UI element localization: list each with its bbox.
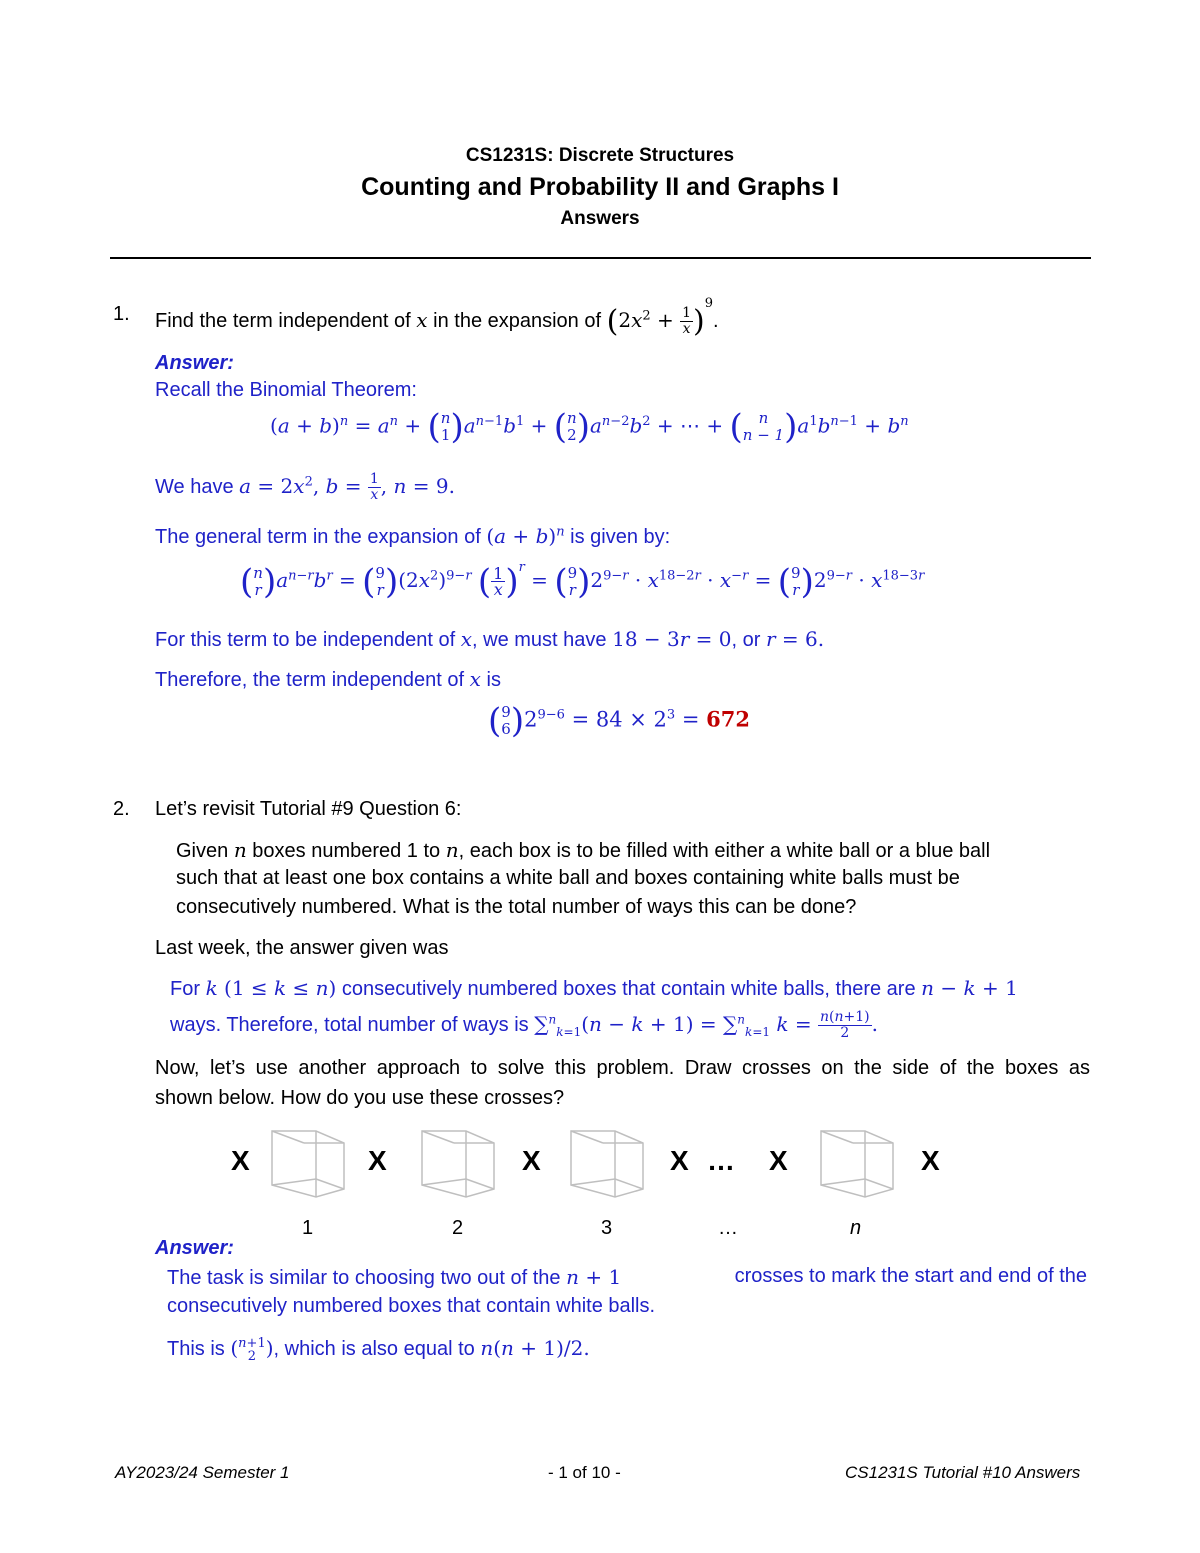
q2-problem-a: Given	[176, 840, 229, 862]
q2-approach-line1: Now, let’s use another approach to solve this problem. Draw crosses on the side of the boxes as	[155, 1057, 1090, 1079]
q1-result-value: 672	[706, 706, 750, 732]
q2-revisit: Let’s revisit Tutorial #9 Question 6:	[155, 798, 462, 820]
q2-prev-line2: ways. Therefore, total number of ways is ∑$^n_{k=1}$(n − k + 1) = ∑$^n_{k=1}$ k = $\frac{n(n+1)}{2}$ .	[170, 1009, 878, 1041]
q2-ans-d: , which is also equal to	[273, 1338, 475, 1360]
q2-answer-label: Answer:	[155, 1237, 234, 1259]
q2-problem-line1: Given n boxes numbered 1 to n, each box is to be filled with either a white ball or a blue ball	[176, 838, 991, 862]
footer-right: CS1231S Tutorial #10 Answers	[845, 1463, 1081, 1482]
cross-mark: X	[921, 1145, 940, 1176]
q2-prev-a: For	[170, 978, 200, 1000]
cross-mark: X	[769, 1145, 788, 1176]
q2-answer-line3: This is ( n+1 2 ), which is also equal to n(n + 1)/2.	[167, 1335, 590, 1364]
q2-answer-line1: The task is similar to choosing two out of the n + 1 crosses to mark the start and end of the	[167, 1265, 1087, 1289]
box-icon	[817, 1127, 897, 1199]
q1-recall: Recall the Binomial Theorem:	[155, 379, 417, 401]
q1-answer-label: Answer:	[155, 352, 234, 374]
cross-mark: X	[368, 1145, 387, 1176]
q1-condition-mid: , we must have	[472, 629, 607, 651]
q1-question-var: x	[416, 308, 428, 332]
q2-ans-c: This is	[167, 1338, 225, 1360]
cross-mark: X	[231, 1145, 250, 1176]
binomial-theorem-equation: $(a + b)^n = a^n$ + ( n 1 ) $a^{n-1}b^1$ + ( n 2 ) $a^{n-2}b^2$ + ⋯ + ( n n − 1 ) $a^1b^{n-1} + b^n$	[270, 407, 909, 447]
q2-answer-line2: consecutively numbered boxes that contain white balls.	[167, 1295, 656, 1317]
q2-prev-b: consecutively numbered boxes that contain white balls, there are	[341, 978, 916, 1000]
q2-approach-line2: shown below. How do you use these crosses?	[155, 1087, 565, 1109]
q1-we-have-text: We have	[155, 476, 234, 498]
q1-question: Find the term independent of x in the expansion of ($2x^2$ + $\frac{1}{x}$ )$^9$.	[155, 296, 719, 340]
document-subtitle: Answers	[560, 208, 640, 229]
q1-general-term: The general term in the expansion of $(a + b)^n$ is given by:	[155, 524, 671, 548]
q1-we-have: We have $a = 2x^2$, b = $\frac{1}{x}$ , n = 9.	[155, 471, 455, 503]
q1-therefore: Therefore, the term independent of x is	[155, 667, 501, 691]
q1-condition-text: For this term to be independent of	[155, 629, 456, 651]
box-icon	[418, 1127, 498, 1199]
q2-problem-c: , each box is to be filled with either a white ball or a blue ball	[458, 840, 991, 862]
course-title: CS1231S: Discrete Structures	[465, 145, 735, 166]
box-icon	[268, 1127, 348, 1199]
q2-number: 2.	[113, 798, 130, 820]
cross-mark: X	[670, 1145, 689, 1176]
general-term-equation: ( n r ) $a^{n-r}b^r$ = ( 9 r ) $(2x^2)^{9-r}$ ( $\frac{1}{x}$ ) $^r$ = ( 9 r ) $2^{9-r} \cdot x^{18-2r} \cdot x^{-r}$ = ( 9 r ) $2^{9-r} \cdot x^{18-3r}$	[240, 560, 925, 602]
box-label: n	[850, 1217, 862, 1239]
q2-ans-b: crosses to mark the start and end of the	[734, 1265, 1087, 1287]
document-title: Counting and Probability II and Graphs I	[361, 173, 839, 201]
q2-prev-c: ways. Therefore, total number of ways is	[170, 1014, 529, 1036]
ellipsis: …	[707, 1145, 735, 1176]
q2-problem-b: boxes numbered 1 to	[252, 840, 441, 862]
q1-question-text2: in the expansion of	[433, 310, 602, 332]
q2-ans-a: The task is similar to choosing two out of the	[167, 1267, 561, 1289]
q2-last-week: Last week, the answer given was	[155, 937, 449, 959]
box-label: 2	[452, 1217, 464, 1239]
q2-problem-line2: such that at least one box contains a white ball and boxes containing white balls must be	[176, 867, 960, 889]
footer-left: AY2023/24 Semester 1	[115, 1463, 290, 1482]
box-label: 1	[302, 1217, 314, 1239]
header-divider	[110, 257, 1091, 259]
q1-therefore-text: Therefore, the term independent of	[155, 669, 465, 691]
q1-therefore-end: is	[486, 669, 501, 691]
footer-page-number: - 1 of 10 -	[548, 1463, 621, 1482]
q1-question-text: Find the term independent of	[155, 310, 411, 332]
q2-prev-line1: For k (1 ≤ k ≤ n) consecutively numbered boxes that contain white balls, there are n − k + 1	[170, 976, 1018, 1000]
box-label: …	[718, 1217, 738, 1239]
cross-mark: X	[522, 1145, 541, 1176]
q1-condition-end: , or	[731, 629, 761, 651]
q1-general-term-end: is given by:	[570, 526, 671, 548]
q1-result-equation: ( 9 6 ) $2^{9-6} = 84 \times 2^3 = 672$	[488, 701, 750, 741]
box-label: 3	[601, 1217, 613, 1239]
q1-number: 1.	[113, 303, 130, 325]
q1-condition: For this term to be independent of x, we must have 18 − 3r = 0, or r = 6.	[155, 627, 825, 651]
q1-general-term-text: The general term in the expansion of	[155, 526, 481, 548]
q2-problem-line3: consecutively numbered. What is the total number of ways this can be done?	[176, 896, 857, 918]
box-icon	[567, 1127, 647, 1199]
